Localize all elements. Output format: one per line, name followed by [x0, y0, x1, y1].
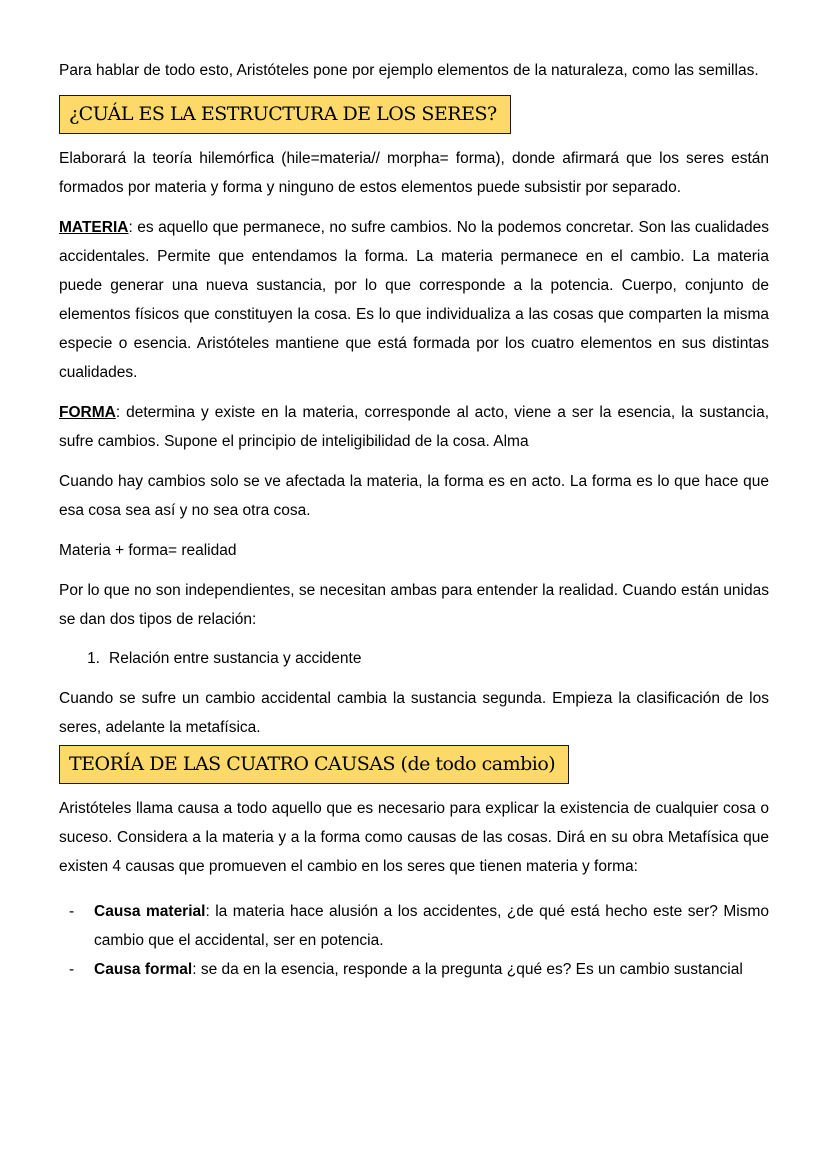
materia-paragraph: [59, 213, 769, 387]
cause-material-description: : la materia hace alusión a los accidentes, ¿de qué está hecho este ser? Mismo cambio que el accidental, ser en potencia.: [94, 903, 769, 949]
forma-paragraph: [59, 398, 769, 456]
intro-paragraph: Para hablar de todo esto, Aristóteles pone por ejemplo elementos de la naturaleza, como las semillas.: [59, 62, 759, 79]
heading-causes-wrapper: [59, 745, 769, 784]
causes-intro-paragraph: Aristóteles llama causa a todo aquello que es necesario para explicar la existencia de cualquier cosa o suceso. Considera a la materia y a la forma como causas de las cosas. Dirá en su obra Metafísica que existen 4 causas que promueven el cambio en los seres que tienen materia y forma:: [59, 800, 769, 875]
section-heading-structure: ¿CUÁL ES LA ESTRUCTURA DE LOS SERES?: [59, 95, 511, 134]
list-item: [59, 955, 769, 984]
equation-line: Materia + forma= realidad: [59, 542, 237, 559]
causes-list: [59, 897, 769, 984]
materia-term: MATERIA: [59, 219, 129, 236]
bullet-dash: -: [69, 903, 75, 920]
cause-formal-text: [94, 955, 769, 984]
cause-material-text: [94, 897, 769, 955]
section-heading-causes: TEORÍA DE LAS CUATRO CAUSAS (de todo cambio): [59, 745, 569, 784]
changes-paragraph: Cuando hay cambios solo se ve afectada la materia, la forma es en acto. La forma es lo que hace que esa cosa sea así y no sea otra cosa.: [59, 473, 769, 519]
cause-formal-term: Causa formal: [94, 961, 193, 978]
forma-term: FORMA: [59, 404, 116, 421]
materia-definition: : es aquello que permanece, no sufre cambios. No la podemos concretar. Son las cualidades accidentales. Permite que entendamos la forma. La materia permanece en el cambio. La materia puede generar una nueva sustancia, por lo que corresponde a la potencia. Cuerpo, conjunto de elementos físicos que constituyen la cosa. Es lo que individualiza a las cosas que comparten la misma especie o esencia. Aristóteles mantiene que está formada por los cuatro elementos en sus distintas cualidades.: [59, 219, 769, 381]
relation-intro-paragraph: Por lo que no son independientes, se necesitan ambas para entender la realidad. Cuando están unidas se dan dos tipos de relación:: [59, 582, 769, 628]
accidental-paragraph: Cuando se sufre un cambio accidental cambia la sustancia segunda. Empieza la clasificación de los seres, adelante la metafísica.: [59, 690, 769, 736]
heading-structure-wrapper: [59, 95, 769, 134]
cause-formal-description: : se da en la esencia, responde a la pregunta ¿qué es? Es un cambio sustancial: [192, 961, 743, 978]
bullet-dash: -: [69, 961, 75, 978]
document-page: [59, 56, 769, 984]
cause-material-term: Causa material: [94, 903, 206, 920]
hylomorphism-paragraph: Elaborará la teoría hilemórfica (hile=materia// morpha= forma), donde afirmará que los seres están formados por materia y forma y ninguno de estos elementos puede subsistir por separado.: [59, 150, 769, 196]
list-item-text: Relación entre sustancia y accidente: [109, 650, 362, 667]
list-item: [59, 897, 769, 955]
numbered-list-item: [59, 644, 769, 673]
forma-definition: : determina y existe en la materia, corresponde al acto, viene a ser la esencia, la sustancia, sufre cambios. Supone el principio de inteligibilidad de la cosa. Alma: [59, 404, 769, 450]
list-item-number: 1.: [87, 650, 100, 667]
